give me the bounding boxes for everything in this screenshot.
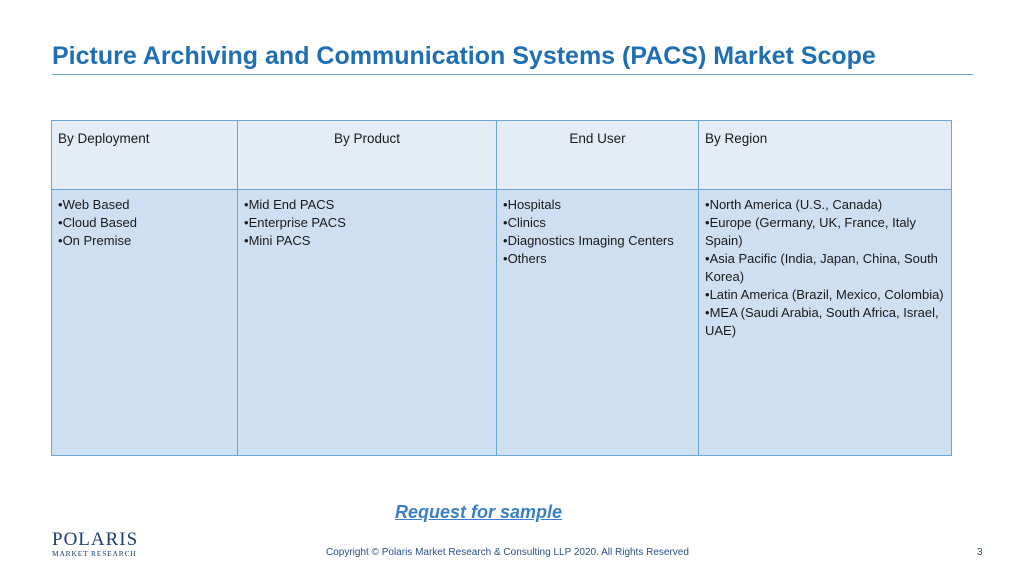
- deployment-cell: [52, 190, 238, 456]
- list-item: • Europe (Germany, UK, France, Italy Spain): [705, 214, 945, 250]
- slide-title: Picture Archiving and Communication Systems (PACS) Market Scope: [52, 42, 876, 70]
- market-scope-table: [51, 120, 952, 456]
- header-end-user: End User: [497, 121, 699, 190]
- list-item: • MEA (Saudi Arabia, South Africa, Israel, UAE): [705, 304, 945, 340]
- list-item: • Mid End PACS: [244, 196, 490, 214]
- product-cell: [238, 190, 497, 456]
- list-item: • Asia Pacific (India, Japan, China, South Korea): [705, 250, 945, 286]
- list-item: • Web Based: [58, 196, 231, 214]
- list-item: • On Premise: [58, 232, 231, 250]
- region-cell: [699, 190, 952, 456]
- list-item: • Cloud Based: [58, 214, 231, 232]
- list-item: • Enterprise PACS: [244, 214, 490, 232]
- page-number: 3: [977, 547, 983, 558]
- end-user-cell: [497, 190, 699, 456]
- header-by-product: By Product: [238, 121, 497, 190]
- request-sample-link[interactable]: Request for sample: [395, 502, 563, 522]
- list-item: • Others: [503, 250, 692, 268]
- logo-tagline: MARKET RESEARCH: [52, 549, 137, 558]
- list-item: • Diagnostics Imaging Centers: [503, 232, 692, 250]
- list-item: • Latin America (Brazil, Mexico, Colombia): [705, 286, 945, 304]
- list-item: • Clinics: [503, 214, 692, 232]
- table-body-row: [52, 190, 952, 456]
- header-by-deployment: By Deployment: [52, 121, 238, 190]
- polaris-logo: [52, 530, 138, 559]
- logo-wordmark: POLARIS: [52, 529, 139, 550]
- title-divider: [52, 74, 973, 75]
- list-item: • Hospitals: [503, 196, 692, 214]
- header-by-region: By Region: [699, 121, 952, 190]
- copyright-text: Copyright © Polaris Market Research & Consulting LLP 2020. All Rights Reserved: [326, 547, 689, 558]
- table-header-row: [52, 121, 952, 190]
- list-item: • North America (U.S., Canada): [705, 196, 945, 214]
- list-item: • Mini PACS: [244, 232, 490, 250]
